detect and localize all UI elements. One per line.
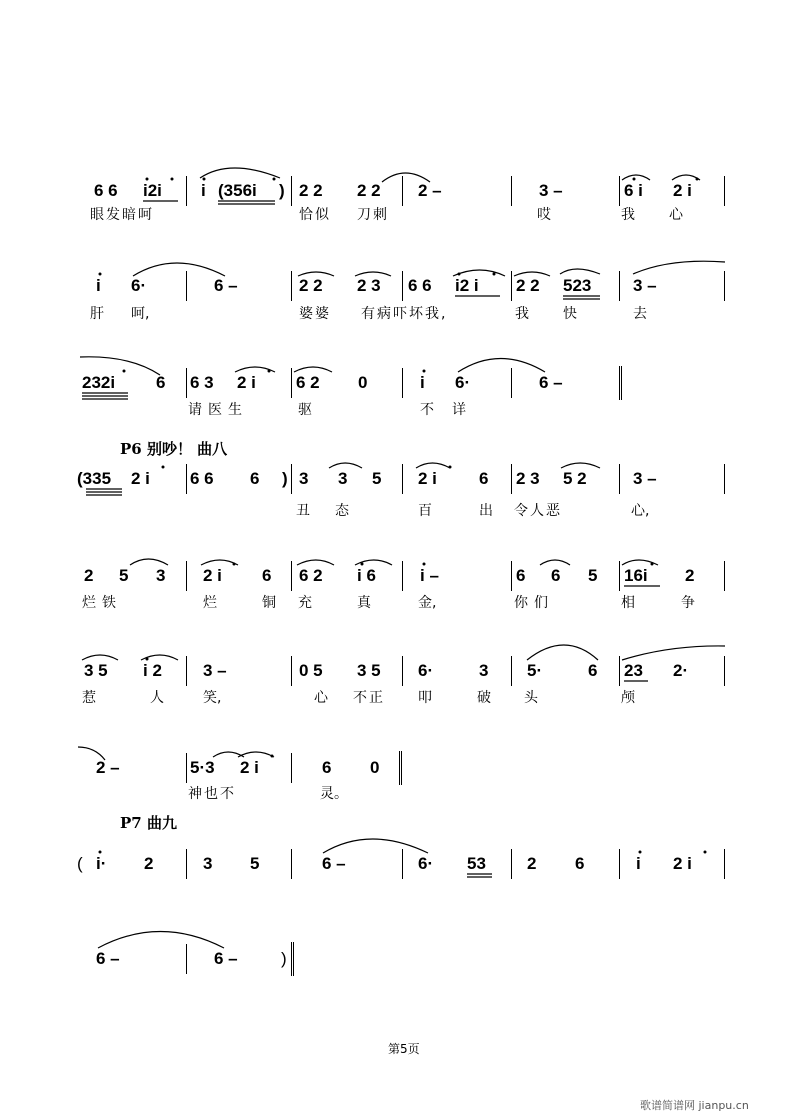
final-barline	[619, 366, 622, 400]
lyric: 不详	[420, 402, 484, 418]
note-group: 2 i	[673, 181, 692, 200]
note-group: 2 i	[203, 566, 222, 585]
note: 3	[156, 566, 166, 585]
barline	[402, 271, 403, 301]
note-group: 6 3	[190, 373, 214, 392]
note: 2	[84, 566, 94, 585]
note-group: 23	[624, 661, 643, 680]
final-barline	[399, 751, 402, 785]
section-heading: P6 别吵！ 曲八	[120, 440, 228, 458]
barline	[402, 561, 403, 591]
barline	[291, 368, 292, 398]
note-group: 6 6	[408, 276, 432, 295]
note-group: 5·3	[190, 758, 215, 777]
barline	[291, 656, 292, 686]
note: 2	[527, 854, 537, 873]
note: 6	[250, 469, 260, 488]
lyric: 争	[681, 595, 695, 611]
note-group: 3 –	[539, 181, 563, 200]
lyric: 快	[563, 306, 577, 322]
note-group: 6 –	[96, 949, 120, 968]
note: 6·	[418, 661, 434, 680]
note-group: 6 2	[299, 566, 323, 585]
barline	[291, 271, 292, 301]
barline	[186, 753, 187, 783]
lyric: 刀刺	[357, 207, 389, 223]
note-group: i 6	[357, 566, 376, 585]
note-group: i2 i	[455, 276, 479, 295]
lyric: 颅	[621, 690, 635, 706]
lyric: 恰似	[299, 207, 331, 223]
note-group: 232i	[82, 373, 116, 392]
lyric: 心	[314, 690, 328, 706]
note-group: 2 i	[240, 758, 259, 777]
barline	[186, 849, 187, 879]
lyric: 哎	[537, 207, 551, 223]
lyric: 眼发暗呵	[90, 207, 154, 223]
barline	[511, 271, 512, 301]
page-number: 第5页	[388, 1042, 420, 1056]
barline	[511, 849, 512, 879]
note-group: 2 2	[299, 276, 323, 295]
lyric: 令人恶	[514, 503, 562, 519]
note: i	[201, 181, 206, 200]
barline	[402, 464, 403, 494]
note-group: (356i	[218, 181, 257, 200]
lyric: 出	[479, 503, 493, 519]
note: 6	[156, 373, 166, 392]
note: 3	[338, 469, 348, 488]
note: 6	[479, 469, 489, 488]
note: 5·	[527, 661, 543, 680]
barline	[186, 561, 187, 591]
barline	[511, 176, 512, 206]
note: 6	[588, 661, 598, 680]
lyric: 神也不	[188, 786, 236, 802]
barline	[511, 561, 512, 591]
note-group: 3 –	[203, 661, 227, 680]
barline	[619, 849, 620, 879]
note-group: 6 i	[624, 181, 643, 200]
note-group: 6 –	[539, 373, 563, 392]
lyric: 婆婆	[299, 306, 331, 322]
note-group: 6 2	[296, 373, 320, 392]
note-group: 53	[467, 854, 486, 873]
barline	[186, 944, 187, 974]
barline	[511, 464, 512, 494]
lyric: 呵,	[131, 306, 150, 322]
barline	[724, 464, 725, 494]
barline	[186, 271, 187, 301]
lyric: 破	[477, 690, 491, 706]
note: 0	[370, 758, 380, 777]
barline	[619, 656, 620, 686]
note: 6	[575, 854, 585, 873]
note: 2	[685, 566, 695, 585]
note: i·	[96, 854, 107, 873]
note: 6·	[455, 373, 471, 392]
note: 5	[588, 566, 598, 585]
final-barline	[291, 942, 294, 976]
note: 5	[372, 469, 382, 488]
note-group: 523	[563, 276, 592, 295]
barline	[186, 176, 187, 206]
barline	[186, 464, 187, 494]
note-group: 0 5	[299, 661, 323, 680]
lyric: 真	[357, 595, 371, 611]
note: 2	[144, 854, 154, 873]
note-group: 16i	[624, 566, 648, 585]
barline	[402, 849, 403, 879]
lyric: 相	[621, 595, 635, 611]
lyric: 不正	[353, 690, 385, 706]
note-group: 2 i	[237, 373, 256, 392]
note-group: 6 –	[214, 949, 238, 968]
note: 6	[322, 758, 332, 777]
lyric: 铜	[262, 595, 276, 611]
barline	[724, 176, 725, 206]
lyric: 人	[150, 690, 164, 706]
note: 5	[250, 854, 260, 873]
section-heading: P7 曲九	[120, 814, 177, 832]
note-group: 3 5	[84, 661, 108, 680]
barline	[724, 656, 725, 686]
note: 6	[551, 566, 561, 585]
note-group: i –	[420, 566, 439, 585]
lyric: 百	[418, 503, 432, 519]
lyric: 笑,	[203, 690, 222, 706]
barline	[291, 561, 292, 591]
note-group: 2 2	[357, 181, 381, 200]
watermark: 歌谱简谱网 jianpu.cn	[640, 1099, 749, 1112]
note: 0	[358, 373, 368, 392]
note-group: i2i	[143, 181, 162, 200]
paren-close: )	[281, 949, 287, 968]
note-group: 6 –	[322, 854, 346, 873]
note: 6·	[131, 276, 147, 295]
note-group: 3 5	[357, 661, 381, 680]
barline	[619, 561, 620, 591]
barline	[291, 464, 292, 494]
barline	[724, 561, 725, 591]
note-group: 2 i	[131, 469, 150, 488]
note: i	[96, 276, 101, 295]
lyric: 我	[515, 306, 529, 322]
note: 6	[262, 566, 272, 585]
barline	[291, 849, 292, 879]
note: 3	[479, 661, 489, 680]
note-group: 2 2	[516, 276, 540, 295]
barline	[511, 656, 512, 686]
barline	[402, 656, 403, 686]
lyric: 心,	[631, 503, 650, 519]
lyric: 肝	[90, 306, 104, 322]
note-group: (335	[77, 469, 112, 488]
barline	[291, 753, 292, 783]
barline	[291, 176, 292, 206]
lyric: 丑	[296, 503, 310, 519]
lyric: 心	[669, 207, 683, 223]
lyric: 烂铁	[82, 595, 122, 611]
lyric: 有病吓坏我,	[361, 306, 448, 322]
note-group: 3 –	[633, 469, 657, 488]
lyric: 我	[621, 207, 635, 223]
lyric: 态	[335, 503, 349, 519]
note-group: 6 6	[190, 469, 214, 488]
note: i	[636, 854, 641, 873]
note: 3	[299, 469, 309, 488]
lyric: 惹	[82, 690, 96, 706]
lyric: 叩	[418, 690, 432, 706]
paren-close: )	[282, 469, 288, 488]
barline	[402, 176, 403, 206]
barline	[619, 271, 620, 301]
lyric: 烂	[203, 595, 217, 611]
barline	[619, 464, 620, 494]
note: 6	[516, 566, 526, 585]
note-group: i 2	[143, 661, 162, 680]
barline	[186, 656, 187, 686]
barline	[402, 368, 403, 398]
lyric: 灵。	[320, 786, 348, 802]
note-group: 6 –	[214, 276, 238, 295]
lyric: 头	[524, 690, 538, 706]
note: 6·	[418, 854, 434, 873]
lyric: 你们	[514, 595, 554, 611]
note: 5	[119, 566, 129, 585]
barline	[511, 368, 512, 398]
barline	[186, 368, 187, 398]
note-group: 2 –	[418, 181, 442, 200]
barline	[724, 271, 725, 301]
note: i	[420, 373, 425, 392]
note: 2·	[673, 661, 689, 680]
barline	[619, 176, 620, 206]
note-group: 6 6	[94, 181, 118, 200]
note-group: 2 –	[96, 758, 120, 777]
paren-open: (	[77, 854, 83, 873]
note-group: 2 i	[673, 854, 692, 873]
note-group: 3 –	[633, 276, 657, 295]
note: 3	[203, 854, 213, 873]
note-group: 5 2	[563, 469, 587, 488]
note-group: 2 2	[299, 181, 323, 200]
note-group: 2 3	[516, 469, 540, 488]
lyric: 驱	[298, 402, 312, 418]
paren-close: )	[279, 181, 285, 200]
barline	[724, 849, 725, 879]
note-group: 2 i	[418, 469, 437, 488]
lyric: 去	[633, 306, 647, 322]
note-group: 2 3	[357, 276, 381, 295]
lyric: 充	[298, 595, 312, 611]
lyric: 金,	[418, 595, 437, 611]
lyric: 请医生	[188, 402, 248, 418]
